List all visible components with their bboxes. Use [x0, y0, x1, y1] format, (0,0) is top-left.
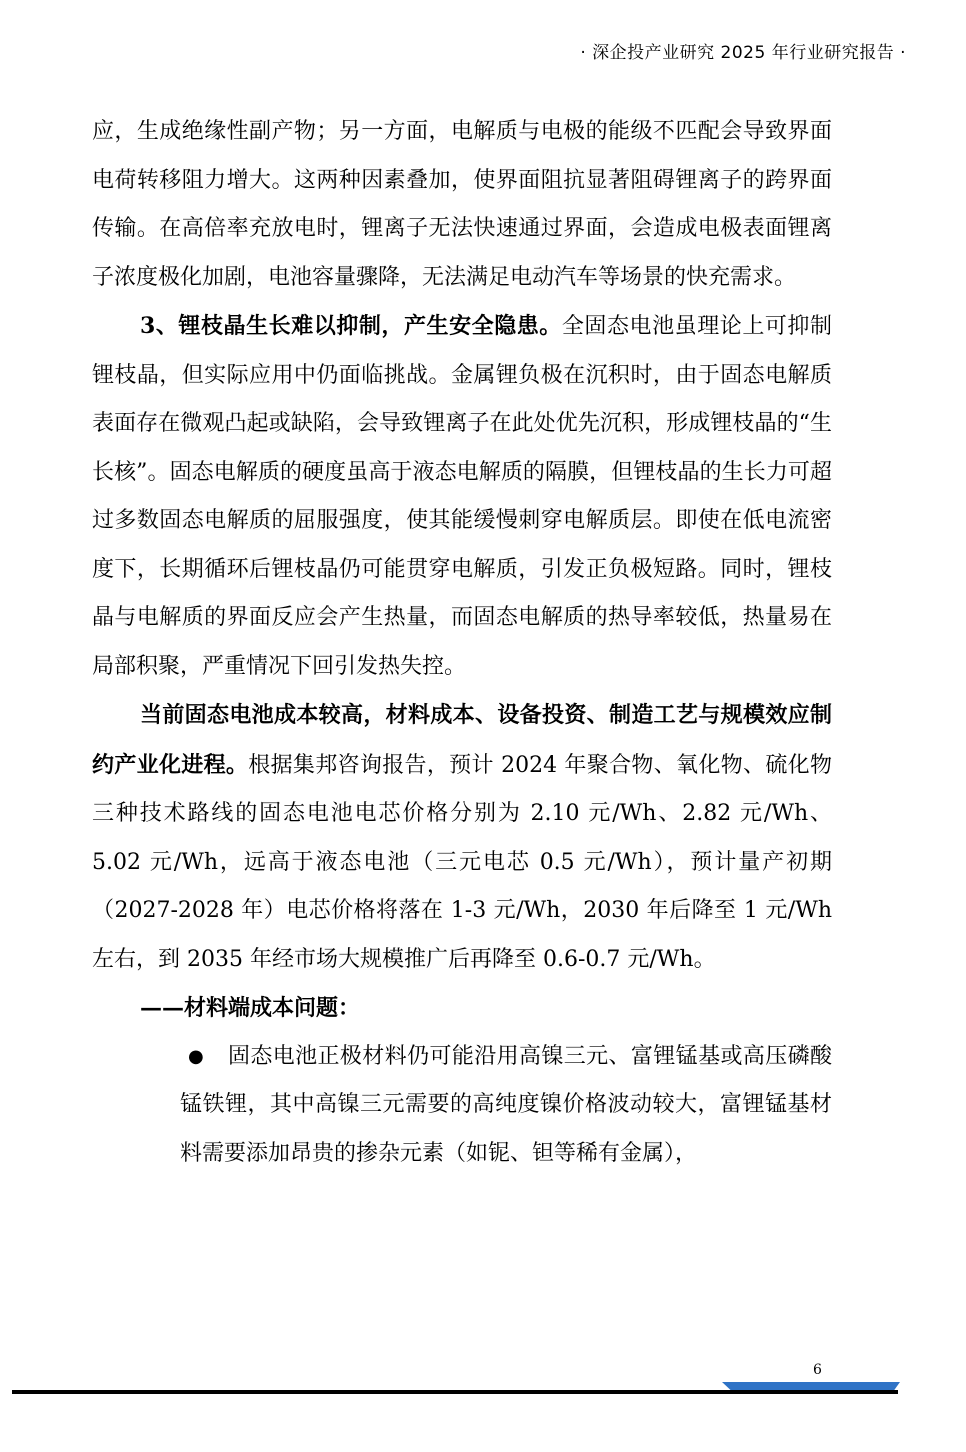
- dendrite-heading: 3、锂枝晶生长难以抑制，产生安全隐患。: [140, 313, 562, 339]
- dendrite-text: 全固态电池虽理论上可抑制锂枝晶，但实际应用中仍面临挑战。金属锂负极在沉积时，由于固态电解质表面存在微观凸起或缺陷，会导致锂离子在此处优先沉积，形成锂枝晶的“生长核”。固态电解质的硬度虽高于液态电解质的隔膜，但锂枝晶的生长力可超过多数固态电解质的屈服强度，使其能缓慢刺穿电解质层。即使在低电流密度下，长期循环后锂枝晶仍可能贯穿电解质，引发正负极短路。同时，锂枝晶与电解质的界面反应会产生热量，而固态电解质的热导率较低，热量易在局部积聚，严重情况下回引发热失控。: [92, 314, 832, 679]
- cost-text: 根据集邦咨询报告，预计 2024 年聚合物、氧化物、硫化物三种技术路线的固态电池电芯价格分别为 2.10 元/Wh、2.82 元/Wh、5.02 元/Wh，远高于液态电池（三元电芯 0.5 元/Wh），预计量产初期（2027-2028 年）电芯价格将落在 1-3 元/Wh，2030 年后降至 1 元/Wh 左右，到 2035 年经市场大规模推广后再降至 0.6-0.7 元/Wh。: [92, 752, 832, 972]
- list-item: [92, 1033, 832, 1179]
- page-number: 6: [813, 1362, 822, 1378]
- cost-heading: 当前固态电池成本较高，材料成本、设备投资、制造工艺与规模效应制约产业化进程。: [92, 702, 832, 778]
- paragraph-lithium-dendrite: [92, 302, 832, 691]
- report-header-title: · 深企投产业研究 2025 年行业研究报告 ·: [580, 43, 906, 63]
- document-body: [92, 108, 832, 1178]
- paragraph-cost: [92, 691, 832, 984]
- bullet-icon: ●: [188, 1045, 204, 1067]
- bullet-text: 固态电池正极材料仍可能沿用高镍三元、富锂锰基或高压磷酸锰铁锂，其中高镍三元需要的高纯度镍价格波动较大，富锂锰基材料需要添加昂贵的掺杂元素（如铌、钽等稀有金属），: [180, 1043, 832, 1166]
- paragraph-interface-impedance: 应，生成绝缘性副产物；另一方面，电解质与电极的能级不匹配会导致界面电荷转移阻力增大。这两种因素叠加，使界面阻抗显著阻碍锂离子的跨界面传输。在高倍率充放电时，锂离子无法快速通过界面，会造成电极表面锂离子浓度极化加剧，电池容量骤降，无法满足电动汽车等场景的快充需求。: [92, 119, 832, 290]
- footer-divider: [12, 1390, 898, 1394]
- material-cost-subheading: ——材料端成本问题：: [140, 995, 361, 1021]
